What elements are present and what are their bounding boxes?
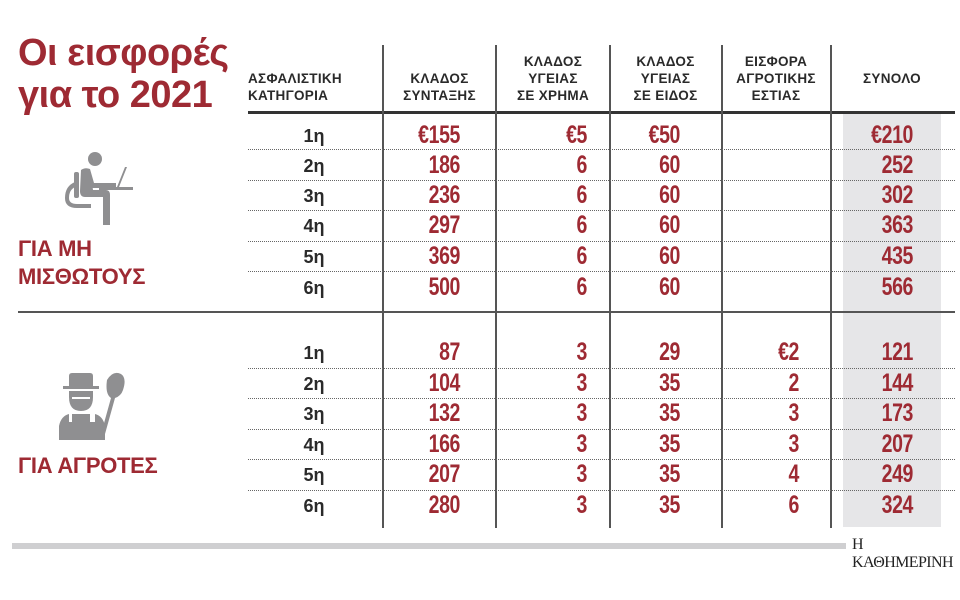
- cell-pension: 297: [428, 211, 460, 239]
- row-category: 2η: [303, 156, 325, 176]
- cell-health-cash: 3: [576, 338, 587, 366]
- cell-agri: 6: [788, 491, 799, 519]
- header-pension: [383, 70, 496, 104]
- header-category: [248, 70, 342, 104]
- row-category: 2η: [303, 374, 325, 394]
- header-health-cash: [497, 53, 609, 104]
- cell-pension: 87: [439, 338, 460, 366]
- row-separator: [248, 149, 955, 150]
- row-category: 3η: [303, 186, 325, 206]
- table-row: [0, 430, 960, 458]
- header-line: ΥΓΕΙΑΣ: [640, 71, 691, 86]
- cell-health-cash: 6: [576, 181, 587, 209]
- group-label-line: ΓΙΑ ΑΓΡΟΤΕΣ: [18, 453, 158, 478]
- cell-agri: 2: [788, 369, 799, 397]
- cell-pension: 186: [428, 151, 460, 179]
- cell-agri: 4: [788, 460, 799, 488]
- table-row: [0, 181, 960, 209]
- cell-health-cash: 3: [576, 491, 587, 519]
- header-line: ΚΛΑΔΟΣ: [523, 54, 583, 69]
- cell-total: 144: [881, 369, 913, 397]
- cell-total: 324: [881, 491, 913, 519]
- cell-health-cash: 6: [576, 242, 587, 270]
- group-label-line: ΜΙΣΘΩΤΟΥΣ: [18, 264, 146, 289]
- group-label-line: ΓΙΑ ΜΗ: [18, 236, 92, 261]
- table-row: [0, 121, 960, 149]
- table-row: [0, 338, 960, 366]
- cell-health-cash: €5: [566, 121, 587, 149]
- row-category: 6η: [303, 496, 325, 516]
- header-total: [843, 70, 941, 87]
- cell-health-kind: 60: [659, 242, 680, 270]
- cell-health-kind: 60: [659, 151, 680, 179]
- row-separator: [248, 271, 955, 272]
- cell-pension: €155: [418, 121, 460, 149]
- cell-total: €210: [871, 121, 913, 149]
- cell-agri: 3: [788, 399, 799, 427]
- header-line: ΑΣΦΑΛΙΣΤΙΚΗ: [248, 71, 342, 86]
- cell-total: 363: [881, 211, 913, 239]
- header-health-kind: [610, 53, 721, 104]
- header-line: ΚΛΑΔΟΣ: [636, 54, 695, 69]
- cell-health-cash: 3: [576, 369, 587, 397]
- cell-pension: 500: [428, 273, 460, 301]
- row-category: 1η: [303, 126, 325, 146]
- cell-pension: 132: [428, 399, 460, 427]
- cell-total: 207: [881, 430, 913, 458]
- cell-pension: 280: [428, 491, 460, 519]
- row-category: 1η: [303, 343, 325, 363]
- table-row: [0, 399, 960, 427]
- cell-health-cash: 3: [576, 430, 587, 458]
- cell-health-cash: 6: [576, 211, 587, 239]
- cell-total: 435: [881, 242, 913, 270]
- row-category: 5η: [303, 465, 325, 485]
- header-line: ΣΕ ΧΡΗΜΑ: [516, 88, 589, 103]
- table-row: [0, 460, 960, 488]
- cell-health-kind: 35: [659, 369, 680, 397]
- cell-health-kind: 60: [659, 181, 680, 209]
- cell-health-kind: 60: [659, 211, 680, 239]
- cell-total: 302: [881, 181, 913, 209]
- header-line: ΣΕ ΕΙΔΟΣ: [633, 88, 698, 103]
- header-line: ΚΑΤΗΓΟΡΙΑ: [248, 88, 329, 103]
- header-line: ΕΙΣΦΟΡΑ: [744, 54, 808, 69]
- footer-bar: [12, 543, 846, 549]
- title-line-1: Οι εισφορές: [18, 32, 229, 74]
- header-agri: [722, 53, 830, 104]
- header-line: ΣΥΝΟΛΟ: [863, 71, 921, 86]
- row-category: 4η: [303, 435, 325, 455]
- cell-health-cash: 6: [576, 151, 587, 179]
- header-line: ΑΓΡΟΤΙΚΗΣ: [736, 71, 816, 86]
- cell-health-kind: 35: [659, 460, 680, 488]
- cell-agri: 3: [788, 430, 799, 458]
- header-line: ΥΓΕΙΑΣ: [528, 71, 578, 86]
- cell-health-kind: 35: [659, 491, 680, 519]
- header-line: ΚΛΑΔΟΣ: [410, 71, 469, 86]
- table-row: [0, 369, 960, 397]
- header-line: ΣΥΝΤΑΞΗΣ: [403, 88, 476, 103]
- cell-total: 173: [881, 399, 913, 427]
- cell-pension: 236: [428, 181, 460, 209]
- row-category: 4η: [303, 216, 325, 236]
- cell-health-kind: 29: [659, 338, 680, 366]
- cell-health-kind: €50: [648, 121, 680, 149]
- publisher-brand: Η ΚΑΘΗΜΕΡΙΝΗ: [852, 536, 953, 571]
- chart-title: [18, 32, 229, 116]
- cell-pension: 104: [428, 369, 460, 397]
- cell-total: 249: [881, 460, 913, 488]
- cell-health-cash: 3: [576, 460, 587, 488]
- cell-pension: 207: [428, 460, 460, 488]
- cell-health-cash: 6: [576, 273, 587, 301]
- cell-pension: 166: [428, 430, 460, 458]
- cell-total: 121: [881, 338, 913, 366]
- cell-total: 252: [881, 151, 913, 179]
- header-line: ΕΣΤΙΑΣ: [751, 88, 801, 103]
- cell-total: 566: [881, 273, 913, 301]
- cell-health-kind: 35: [659, 399, 680, 427]
- cell-agri: €2: [778, 338, 799, 366]
- table-row: [0, 211, 960, 239]
- cell-health-kind: 60: [659, 273, 680, 301]
- table-row: [0, 273, 960, 301]
- title-line-2: για το 2021: [18, 74, 213, 116]
- cell-pension: 369: [428, 242, 460, 270]
- section-divider: [18, 311, 955, 313]
- table-row: [0, 242, 960, 270]
- table-row: [0, 491, 960, 519]
- row-category: 3η: [303, 404, 325, 424]
- cell-health-cash: 3: [576, 399, 587, 427]
- row-category: 6η: [303, 278, 325, 298]
- table-row: [0, 151, 960, 179]
- header-rule: [248, 111, 955, 114]
- row-category: 5η: [303, 247, 325, 267]
- cell-health-kind: 35: [659, 430, 680, 458]
